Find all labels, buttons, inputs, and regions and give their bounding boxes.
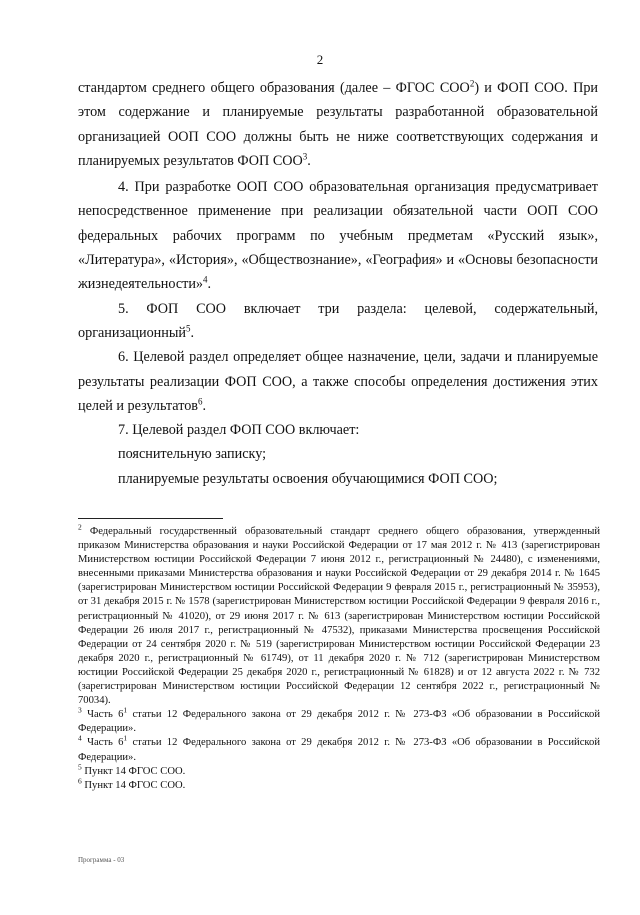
paragraph-text: ) и ФОП СОО. При этом содержание и планируемые результаты разработанной образовательной организацией ООП СОО должны быть не ниже соответствующих содержания и планируемых результатов ФОП СОО bbox=[78, 80, 599, 169]
paragraph-5 bbox=[78, 297, 598, 346]
footnote-ref: 4 bbox=[203, 274, 208, 285]
list-item-explanatory-note: пояснительную записку; bbox=[118, 446, 267, 463]
paragraph-text: . bbox=[202, 397, 207, 414]
footnote-text: Пункт 14 ФГОС СОО. bbox=[84, 779, 186, 791]
footnote-4 bbox=[78, 733, 600, 764]
body-text bbox=[78, 76, 598, 491]
paragraph-text: . bbox=[307, 152, 311, 169]
list-item-planned-results: планируемые результаты освоения обучающимися ФОП СОО; bbox=[118, 470, 498, 487]
footnote-5 bbox=[78, 762, 600, 779]
paragraph-6 bbox=[78, 345, 598, 418]
footnote-number: 4 bbox=[78, 733, 82, 743]
footnote-text: Часть 6 bbox=[87, 709, 124, 721]
footnote-text: Часть 6 bbox=[87, 737, 124, 749]
footnote-divider bbox=[78, 518, 223, 519]
footnote-ref: 6 bbox=[198, 396, 203, 407]
paragraph-7: 7. Целевой раздел ФОП СОО включает: bbox=[118, 422, 360, 439]
paragraph-4 bbox=[78, 175, 598, 296]
footnote-3 bbox=[78, 705, 600, 736]
footnotes bbox=[78, 522, 600, 793]
footnote-ref: 5 bbox=[185, 323, 191, 334]
footnote-number: 2 bbox=[78, 522, 82, 532]
footnote-text: статьи 12 Федерального закона от 29 декабря 2012 г. № 273-ФЗ «Об образовании в Российской Федерации». bbox=[78, 709, 600, 735]
paragraph-continuation bbox=[78, 76, 598, 173]
footnote-6 bbox=[78, 776, 600, 793]
footnote-number: 5 bbox=[78, 762, 82, 772]
footnote-2 bbox=[78, 522, 600, 708]
paragraph-text: 4. При разработке ООП СОО образовательная организация предусматривает непосредственное применение при реализации обязательной части ООП СОО федеральных рабочих программ по учебным предметам «Русский язык», «Литература», «История», «Обществознание», «География» и «Основы безопасности жизнедеятельности» bbox=[78, 179, 598, 293]
paragraph-text: . bbox=[190, 324, 195, 341]
footnote-number: 6 bbox=[78, 776, 82, 786]
footnote-text: Федеральный государственный образовательный стандарт среднего общего образования, утвержденный приказом Министерства образования и науки Российской Федерации от 17 мая 2012 г. № 413 (зарегистрирован Министерством юстиции Российской Федерации 7 июня 2012 г., регистрационный № 24480), с изменениями, внесенными приказами Министерства образования и науки Российской Федерации от 29 декабря 2014 г. № 1645 (зарегистрирован Министерством юстиции Российской Федерации 9 февраля 2015 г., регистрационный № 35953), от 31 декабря 2015 г. № 1578 (зарегистрирован Министерством юстиции Российской Федерации 9 февраля 2016 г., регистрационный № 41020), от 29 июня 2017 г. № 613 (зарегистрирован Министерством юстиции Российской Федерации 26 июля 2017 г., регистрационный № 47532), приказами Министерства просвещения Российской Федерации от 24 сентября 2020 г. № 519 (зарегистрирован Министерством юстиции Российской Федерации 23 декабря 2020 г., регистрационный № 61749), от 11 декабря 2020 г. № 712 (зарегистрирован Министерством юстиции Российской Федерации 25 декабря 2020 г., регистрационный № 61828) и от 12 августа 2022 г. № 732 (зарегистрирован Министерством юстиции Российской Федерации 12 сентября 2022 г., регистрационный № 70034). bbox=[78, 526, 600, 707]
footnote-text: статьи 12 Федерального закона от 29 декабря 2012 г. № 273-ФЗ «Об образовании в Российской Федерации». bbox=[78, 737, 600, 763]
paragraph-text: 6. Целевой раздел определяет общее назначение, цели, задачи и планируемые результаты реализации ФОП СОО, а также способы определения достижения этих целей и результатов bbox=[78, 349, 598, 414]
paragraph-text: 5. ФОП СОО включает три раздела: целевой, содержательный, организационный bbox=[78, 300, 598, 341]
document-footer-mark: Программа - 03 bbox=[78, 856, 125, 864]
paragraph-text: стандартом среднего общего образования (далее – ФГОС СОО bbox=[78, 80, 470, 96]
footnote-ref: 3 bbox=[302, 151, 308, 162]
footnote-sup: 1 bbox=[123, 733, 128, 743]
footnote-number: 3 bbox=[78, 705, 82, 715]
page-number: 2 bbox=[316, 52, 324, 67]
paragraph-text: . bbox=[207, 276, 212, 293]
footnote-ref: 2 bbox=[469, 78, 475, 89]
footnote-text: Пункт 14 ФГОС СОО. bbox=[84, 765, 186, 777]
footnote-sup: 1 bbox=[123, 705, 128, 715]
